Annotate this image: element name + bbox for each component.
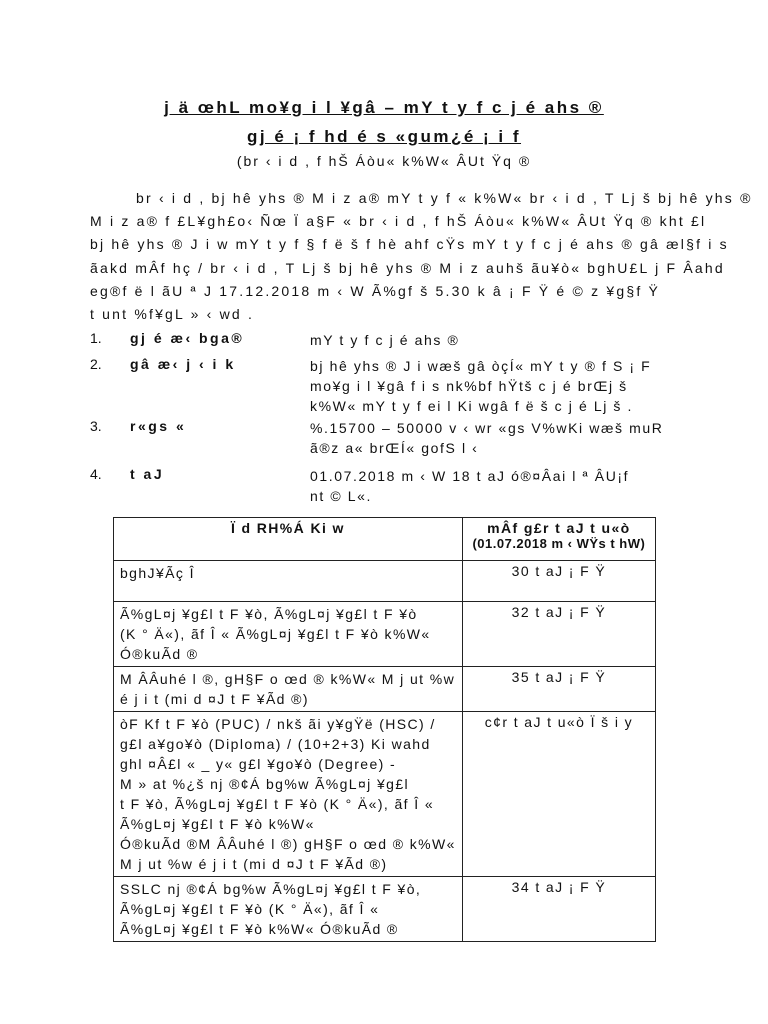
item-number: 4. [90, 466, 102, 482]
paragraph-line: M i z a® f £L¥gh£o‹ Ñœ Ï a§F « br ‹ i d , f hŠ Áòu« k%W« ÂUt Ÿq ® kht £l [90, 213, 707, 230]
category-cell [114, 561, 463, 602]
age-cell: 30 t aJ ¡ F Ÿ [462, 561, 655, 602]
category-cell [114, 667, 463, 712]
header-age-label: mÂf g£r t aJ t u«ò [487, 520, 631, 536]
paragraph-line: eg®f ë l ãU ª J 17.12.2018 m ‹ W Ã%gf š 5.30 k â ¡ F Ÿ é © z ¥g§f Ÿ [90, 282, 661, 299]
document-subtitle-bold: gj é ¡ f hd é s «gum¿é ¡ i f [246, 127, 522, 146]
age-cell: 32 t aJ ¡ F Ÿ [462, 602, 655, 667]
header-age-limit [462, 518, 655, 561]
paragraph-line: ãakd mÂf hç / br ‹ i d , T Lj š bj hê yhs ® M i z auhš ãu¥ò« bghU£L j F Âahd [90, 259, 725, 276]
category-line: g£l a¥go¥ò (Diploma) / (10+2+3) Ki wahd [120, 736, 431, 752]
item-value-line: mo¥g i l ¥gâ f i s nk%bf hŸtš c j é brŒj š [310, 378, 628, 394]
item-number: 1. [90, 330, 102, 346]
item-value-line: 01.07.2018 m ‹ W 18 t aJ ó®¤Âai l ª ÂU¡f [310, 468, 630, 484]
item-label: r«gs « [130, 418, 187, 434]
category-line: Ó®kuÃd ® [120, 646, 199, 662]
category-cell [114, 602, 463, 667]
header-age-sublabel: (01.07.2018 m ‹ WŸs t hW) [472, 536, 646, 551]
item-value-line: bj hê yhs ® J i wæš gâ òçÍ« mY t y ® f S ¡ F [310, 358, 652, 374]
item-value [310, 330, 660, 350]
age-cell: 35 t aJ ¡ F Ÿ [462, 667, 655, 712]
item-label: t aJ [130, 466, 165, 482]
paragraph-line: bj hê yhs ® J i w mY t y f § f ë š f hè ahf cŸs mY t y f c j é ahs ® gâ æl§f i s [90, 236, 729, 253]
item-number: 2. [90, 356, 102, 372]
age-limit-table [113, 517, 656, 942]
item-label: gâ æ‹ j ‹ i k [130, 356, 236, 372]
category-line: bghJ¥Ãç Î [120, 565, 195, 581]
category-line: Ã%gL¤j ¥g£l t F ¥ò, Ã%gL¤j ¥g£l t F ¥ò [120, 606, 418, 622]
paragraph-line: t unt %f¥gL » ‹ wd . [90, 305, 255, 322]
category-cell [114, 712, 463, 877]
category-cell [114, 877, 463, 942]
item-value-line: k%W« mY t y f ei l Ki wgâ f ë š c j é Lj š . [310, 398, 633, 414]
header-category-label: Ï d RH%Á Ki w [230, 520, 345, 536]
item-value-line: mY t y f c j é ahs ® [310, 332, 460, 348]
header-category [114, 518, 463, 561]
category-line: ghl ¤Â£l « _ y« g£l ¥go¥ò (Degree) - [120, 756, 397, 772]
table-header-row [114, 518, 656, 561]
item-value-line: nt © L«. [310, 488, 373, 504]
item-value [310, 356, 660, 416]
item-value [310, 466, 660, 506]
age-cell: c¢r t aJ t u«ò Ï š i y [462, 712, 655, 877]
category-line: òF Kf t F ¥ò (PUC) / nkš ãi y¥gŸë (HSC) / [120, 716, 436, 732]
category-line: M » at %¿š nj ®¢Á bg%w Ã%gL¤j ¥g£l [120, 776, 410, 792]
table-row [114, 667, 656, 712]
document-subtitle: (br ‹ i d , f hŠ Áòu« k%W« ÂUt Ÿq ® [236, 153, 532, 169]
item-value-line: ã®z a« brŒÍ« gofS l ‹ [310, 440, 479, 456]
category-line: (K ° Ä«), ãf Î « Ã%gL¤j ¥g£l t F ¥ò k%W« [120, 626, 431, 642]
category-line: Ó®kuÃd ®M ÂÂuhé l ®) gH§F o œd ® k%W« [120, 836, 456, 852]
category-line: M j ut %w é j i t (mi d ¤J t F ¥Ãd ®) [120, 856, 388, 872]
item-value [310, 418, 664, 458]
item-value-line: %.15700 – 50000 v ‹ wr «gs V%wKi wæš muR [310, 420, 664, 436]
category-line: t F ¥ò, Ã%gL¤j ¥g£l t F ¥ò (K ° Ä«), ãf Î « [120, 796, 435, 812]
item-number: 3. [90, 418, 102, 434]
paragraph-line: br ‹ i d , bj hê yhs ® M i z a® mY t y f « k%W« br ‹ i d , T Lj š bj hê yhs ® [136, 190, 753, 206]
category-line: Ã%gL¤j ¥g£l t F ¥ò (K ° Ä«), ãf Î « [120, 901, 380, 917]
category-line: M ÂÂuhé l ®, gH§F o œd ® k%W« M j ut %w [120, 671, 456, 687]
table-row [114, 602, 656, 667]
category-line: Ã%gL¤j ¥g£l t F ¥ò k%W« [120, 816, 315, 832]
document-title: j ä œhL mo¥g i l ¥gâ – mY t y f c j é ahs ® [164, 98, 604, 117]
table-row [114, 712, 656, 877]
category-line: SSLC nj ®¢Á bg%w Ã%gL¤j ¥g£l t F ¥ò, [120, 881, 422, 897]
category-line: Ã%gL¤j ¥g£l t F ¥ò k%W« Ó®kuÃd ® [120, 921, 399, 937]
table-row [114, 877, 656, 942]
intro-paragraph [90, 187, 753, 326]
age-cell: 34 t aJ ¡ F Ÿ [462, 877, 655, 942]
category-line: é j i t (mi d ¤J t F ¥Ãd ®) [120, 691, 309, 707]
table-row [114, 561, 656, 602]
item-label: gj é æ‹ bga® [130, 330, 245, 346]
